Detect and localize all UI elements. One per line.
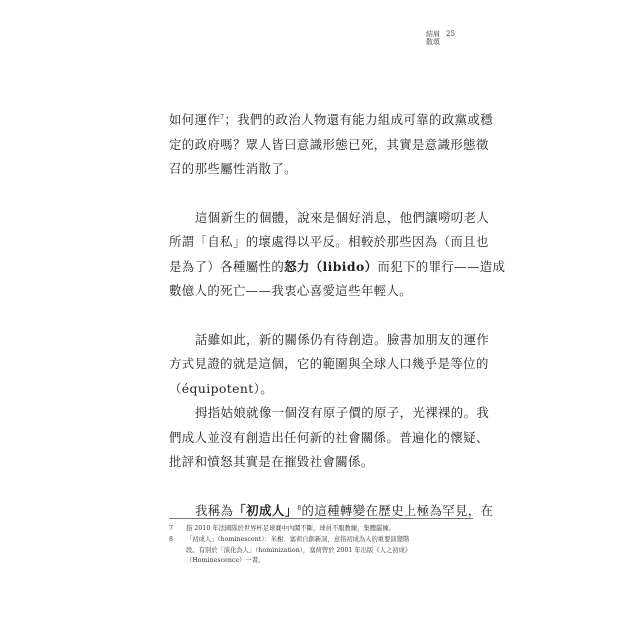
- footnote-line: 段。有別於「演化為人」（hominization），塞荷曾於 2001 年出版《人之初成》: [186, 546, 412, 554]
- paragraph-line: [169, 499, 494, 524]
- text-run: 的這種轉變在歷史上極為罕見，在: [301, 502, 494, 518]
- paragraph-3: [169, 328, 490, 402]
- paragraph-line: 方式見證的就是這個，它的範圍與全球人口幾乎是等位的: [169, 356, 489, 371]
- body-text: [169, 108, 506, 523]
- paragraph-line: （équipotent）。: [169, 380, 274, 396]
- paragraph-line: 所謂「自私」的壞處得以平反。相較於那些因為（而且也: [169, 234, 489, 249]
- footnote-line: 指 2010 年法國隊於世界杯足球賽中內鬨不斷，球員不服教練，集體罷練。: [186, 525, 395, 532]
- paragraph-line: 這個新生的個體，說來是個好消息，他們讓嘮叨老人: [195, 209, 490, 225]
- paragraph-line: 數億人的死亡——我衷心喜愛這些年輕人。: [169, 283, 413, 298]
- paragraph-spacer: [169, 304, 473, 328]
- paragraph-1: [169, 108, 493, 182]
- footnote-line: （Hominescence）一書。: [186, 557, 265, 565]
- footnote: [169, 524, 473, 535]
- paragraph-2: [169, 206, 506, 304]
- footnote-number: 7: [169, 525, 174, 532]
- paragraph-4: [169, 401, 490, 475]
- footnote-number: 8: [169, 535, 174, 543]
- paragraph-5: [169, 499, 494, 524]
- text-run: 我稱為: [195, 502, 234, 518]
- footnote-line: 「初成人」（hominescent）：米榭．塞荷自創新詞，意指初成為人的重要演變階: [186, 535, 410, 543]
- footnote-reference: 8: [297, 504, 302, 512]
- paragraph-line: 話雖如此，新的關係仍有待創造。臉書加朋友的運作: [195, 331, 490, 347]
- paragraph-line: 定的政府嗎？眾人皆曰意識形態已死，其實是意識形態徵: [169, 136, 489, 152]
- paragraph-line: [169, 108, 493, 133]
- running-head: [426, 30, 455, 46]
- footnote-divider: [169, 518, 473, 519]
- text-run: 是為了）各種屬性的: [169, 258, 285, 274]
- paragraph-line: 拇指姑娘就像一個沒有原子價的原子，光裸裸的。我: [195, 405, 490, 420]
- paragraph-line: 召的那些屬性消散了。: [169, 161, 297, 176]
- text-run: 如何運作: [169, 112, 221, 127]
- paragraph-spacer: [169, 475, 473, 499]
- running-title-line-2: 散頌: [426, 38, 440, 46]
- emphasis-term: 「初成人」: [233, 502, 298, 518]
- paragraph-spacer: [169, 182, 473, 206]
- text-run: ；我們的政治人物還有能力組成可靠的政黨或穩: [224, 112, 493, 127]
- paragraph-line: 們成人並沒有創造出任何新的社會關係。普遍化的懷疑、: [169, 429, 489, 445]
- page-number: 25: [446, 30, 455, 38]
- footnote-text: [186, 524, 395, 535]
- footnotes: [169, 524, 473, 567]
- footnote: [169, 535, 473, 567]
- running-title-line-1: 結肩: [426, 30, 440, 38]
- text-run: 而犯下的罪行——造成: [377, 258, 506, 274]
- footnote-text: [186, 535, 411, 567]
- emphasis-term: 怒力（libido）: [284, 258, 378, 274]
- paragraph-line: 批評和憤怒其實是在摧毀社會關係。: [169, 454, 374, 469]
- running-title: [426, 30, 440, 46]
- paragraph-line: [169, 255, 506, 280]
- footnote-reference: 7: [220, 113, 225, 121]
